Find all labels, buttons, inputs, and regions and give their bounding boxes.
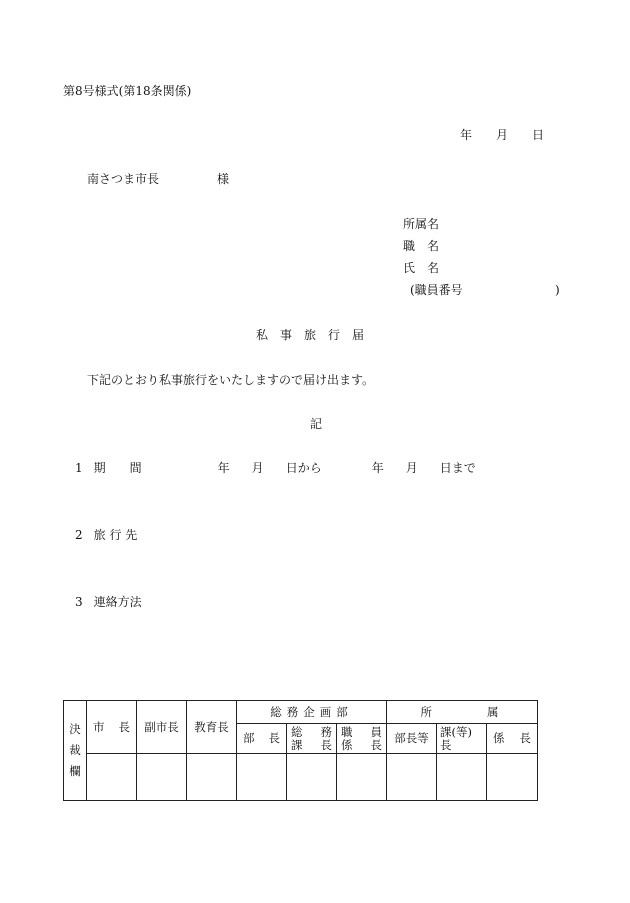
general-affairs-dept-header: 総務企画部 (237, 701, 387, 724)
addressee-name: 南さつま市長 (87, 172, 160, 186)
applicant-position: 職 名 (403, 239, 440, 253)
period-to-month: 月 (405, 461, 418, 475)
period-from-year: 年 (217, 461, 230, 475)
form-number: 第8号様式(第18条関係) (63, 84, 192, 98)
vice-mayor-header: 副市長 (137, 701, 187, 754)
contact-number: 3 (75, 595, 83, 609)
chief-seal-cell[interactable] (487, 754, 538, 801)
applicant-affiliation: 所属名 (403, 217, 440, 231)
staff-header: 職 員 係 長 (337, 724, 387, 754)
addressee (87, 172, 229, 186)
side-label-3: 欄 (69, 764, 81, 778)
date-month: 月 (496, 128, 509, 142)
section-head-header: 課(等) 長 (437, 724, 487, 754)
side-label-1: 決 (69, 722, 81, 736)
general-affairs-section-header: 総 務 課 長 (287, 724, 337, 754)
date-year: 年 (460, 128, 473, 142)
document-title: 私 事 旅 行 届 (256, 328, 365, 342)
destination-number: 2 (75, 528, 83, 542)
approval-side-label (64, 701, 87, 801)
item-contact (75, 595, 142, 609)
mayor-header: 市 長 (87, 701, 137, 754)
staff-seal-cell[interactable] (337, 754, 387, 801)
affiliation-header-left: 所 (420, 704, 438, 719)
affiliation-header (387, 701, 538, 724)
mayor-seal-cell[interactable] (87, 754, 137, 801)
dept-head-etc-seal-cell[interactable] (387, 754, 437, 801)
contact-label: 連絡方法 (93, 595, 142, 609)
dept-head-header: 部 長 (237, 724, 287, 754)
item-period (75, 461, 476, 475)
applicant-name: 氏 名 (403, 261, 440, 275)
date-line (460, 128, 544, 142)
addressee-honorific: 様 (217, 172, 230, 186)
employee-number-open: (職員番号 (410, 283, 463, 297)
destination-label: 旅 行 先 (93, 528, 138, 542)
affiliation-header-right: 属 (487, 704, 504, 719)
section-head-seal-cell[interactable] (437, 754, 487, 801)
general-affairs-section-seal-cell[interactable] (287, 754, 337, 801)
dept-head-seal-cell[interactable] (237, 754, 287, 801)
period-number: 1 (75, 461, 83, 475)
approval-table (63, 700, 538, 801)
chief-header: 係 長 (487, 724, 538, 754)
period-from-month: 月 (251, 461, 264, 475)
employee-number-close: ) (555, 283, 560, 297)
period-to-day: 日まで (439, 461, 476, 475)
vice-mayor-seal-cell[interactable] (137, 754, 187, 801)
intro-text: 下記のとおり私事旅行をいたしますので届け出ます。 (87, 373, 375, 387)
superintendent-header: 教育長 (187, 701, 237, 754)
dept-head-etc-header: 部長等 (387, 724, 437, 754)
period-from-day: 日から (285, 461, 322, 475)
item-destination (75, 528, 137, 542)
date-day: 日 (532, 128, 545, 142)
period-label: 期 間 (93, 461, 142, 475)
superintendent-seal-cell[interactable] (187, 754, 237, 801)
period-to-year: 年 (371, 461, 384, 475)
side-label-2: 裁 (69, 743, 81, 757)
ki-heading: 記 (310, 417, 323, 431)
